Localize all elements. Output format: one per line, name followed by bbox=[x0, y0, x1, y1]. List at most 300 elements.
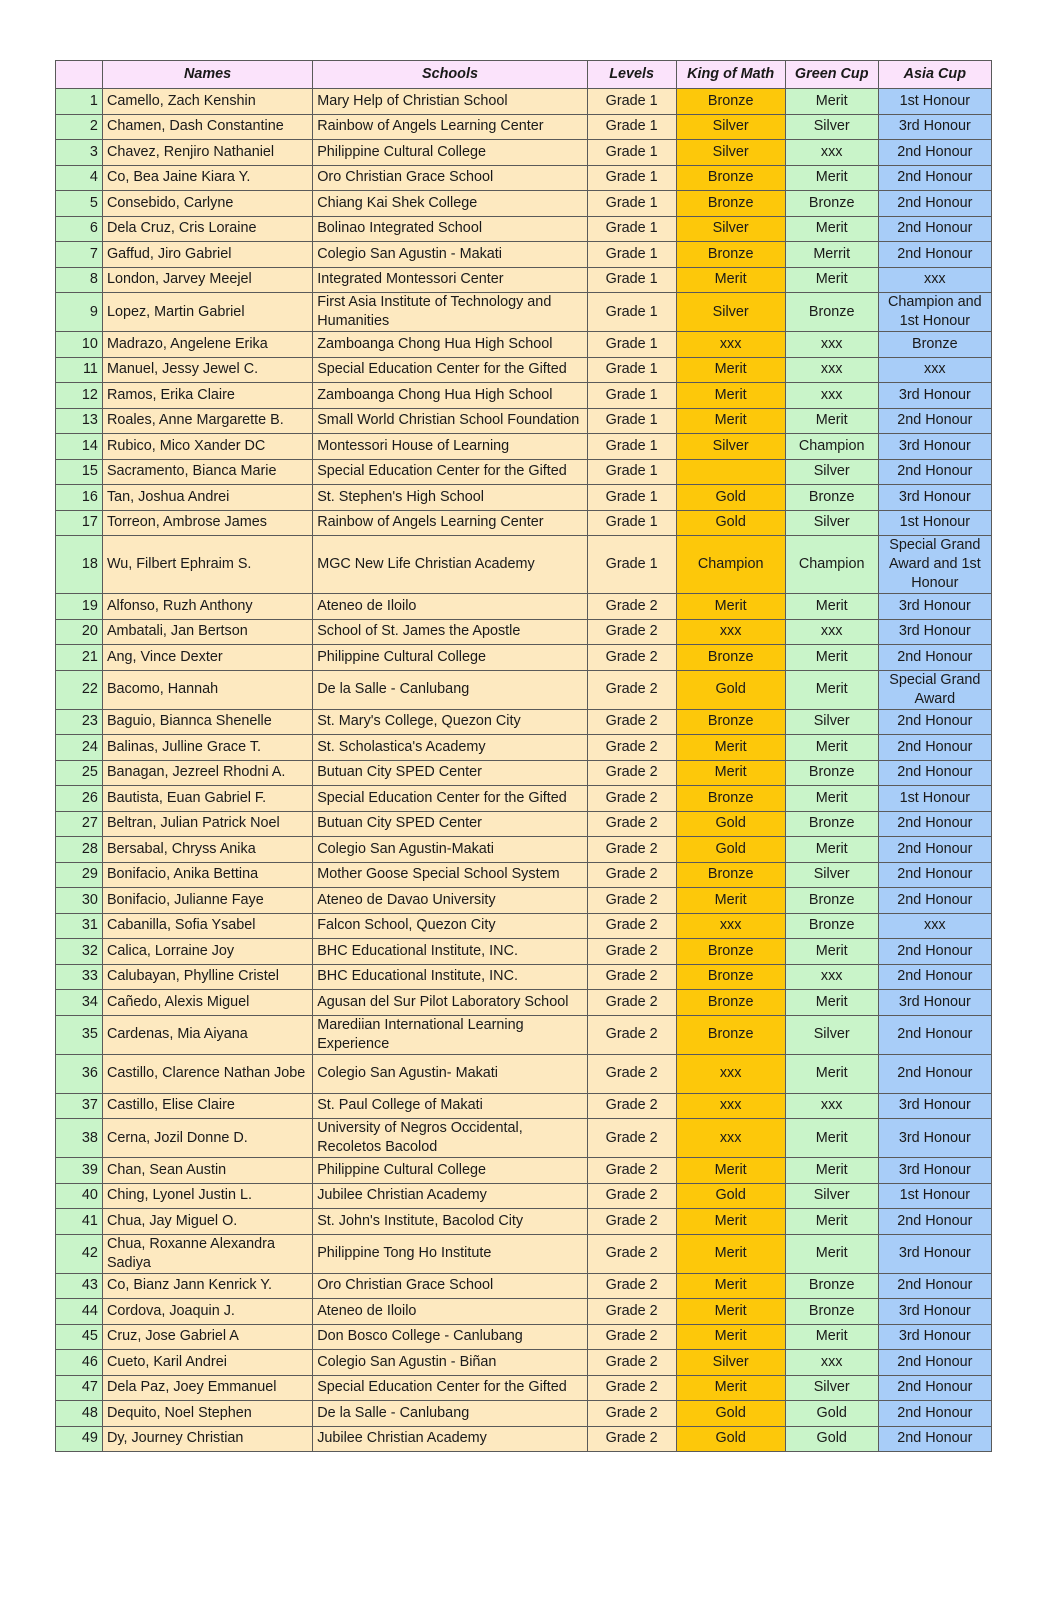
table-row bbox=[56, 1401, 992, 1427]
student-name: Cañedo, Alexis Miguel bbox=[102, 990, 312, 1016]
school-name: Colegio San Agustin- Makati bbox=[313, 1054, 588, 1093]
table-row bbox=[56, 293, 992, 332]
school-name: St. Paul College of Makati bbox=[313, 1093, 588, 1119]
school-name: MGC New Life Christian Academy bbox=[313, 536, 588, 594]
grade-level: Grade 1 bbox=[587, 242, 676, 268]
student-name: Camello, Zach Kenshin bbox=[102, 89, 312, 115]
king-of-math-award: xxx bbox=[676, 619, 785, 645]
school-name: Integrated Montessori Center bbox=[313, 267, 588, 293]
grade-level: Grade 2 bbox=[587, 1054, 676, 1093]
grade-level: Grade 2 bbox=[587, 709, 676, 735]
row-number: 16 bbox=[56, 485, 103, 511]
grade-level: Grade 2 bbox=[587, 1401, 676, 1427]
king-of-math-award: Merit bbox=[676, 594, 785, 620]
green-cup-award: Silver bbox=[785, 510, 878, 536]
king-of-math-award: Bronze bbox=[676, 89, 785, 115]
green-cup-award: Silver bbox=[785, 862, 878, 888]
king-of-math-award: xxx bbox=[676, 1119, 785, 1158]
school-name: Philippine Tong Ho Institute bbox=[313, 1234, 588, 1273]
grade-level: Grade 2 bbox=[587, 1015, 676, 1054]
asia-cup-award: 2nd Honour bbox=[878, 191, 991, 217]
grade-level: Grade 1 bbox=[587, 140, 676, 166]
table-row bbox=[56, 964, 992, 990]
green-cup-award: Merit bbox=[785, 645, 878, 671]
green-cup-award: Gold bbox=[785, 1401, 878, 1427]
row-number: 18 bbox=[56, 536, 103, 594]
row-number: 42 bbox=[56, 1234, 103, 1273]
school-name: St. Stephen's High School bbox=[313, 485, 588, 511]
green-cup-award: xxx bbox=[785, 332, 878, 358]
green-cup-award: Bronze bbox=[785, 293, 878, 332]
student-name: Tan, Joshua Andrei bbox=[102, 485, 312, 511]
grade-level: Grade 1 bbox=[587, 332, 676, 358]
king-of-math-award: Silver bbox=[676, 216, 785, 242]
asia-cup-award: 2nd Honour bbox=[878, 939, 991, 965]
asia-cup-award: 3rd Honour bbox=[878, 383, 991, 409]
school-name: Colegio San Agustin - Makati bbox=[313, 242, 588, 268]
table-row bbox=[56, 1054, 992, 1093]
table-row bbox=[56, 165, 992, 191]
asia-cup-award: 2nd Honour bbox=[878, 459, 991, 485]
king-of-math-award: xxx bbox=[676, 332, 785, 358]
asia-cup-award: 3rd Honour bbox=[878, 114, 991, 140]
table-row bbox=[56, 1158, 992, 1184]
student-name: Chua, Jay Miguel O. bbox=[102, 1209, 312, 1235]
school-name: St. Mary's College, Quezon City bbox=[313, 709, 588, 735]
student-name: Consebido, Carlyne bbox=[102, 191, 312, 217]
student-name: Chavez, Renjiro Nathaniel bbox=[102, 140, 312, 166]
king-of-math-award: Bronze bbox=[676, 165, 785, 191]
row-number: 17 bbox=[56, 510, 103, 536]
student-name: Banagan, Jezreel Rhodni A. bbox=[102, 760, 312, 786]
grade-level: Grade 2 bbox=[587, 1375, 676, 1401]
asia-cup-award: 2nd Honour bbox=[878, 1015, 991, 1054]
school-name: De la Salle - Canlubang bbox=[313, 1401, 588, 1427]
king-of-math-award: Merit bbox=[676, 1158, 785, 1184]
asia-cup-award: 2nd Honour bbox=[878, 1426, 991, 1452]
school-name: Falcon School, Quezon City bbox=[313, 913, 588, 939]
grade-level: Grade 2 bbox=[587, 670, 676, 709]
student-name: Co, Bianz Jann Kenrick Y. bbox=[102, 1273, 312, 1299]
grade-level: Grade 2 bbox=[587, 594, 676, 620]
student-name: Ambatali, Jan Bertson bbox=[102, 619, 312, 645]
student-name: Castillo, Elise Claire bbox=[102, 1093, 312, 1119]
row-number: 10 bbox=[56, 332, 103, 358]
school-name: Montessori House of Learning bbox=[313, 434, 588, 460]
row-number: 3 bbox=[56, 140, 103, 166]
green-cup-award: Bronze bbox=[785, 913, 878, 939]
student-name: Castillo, Clarence Nathan Jobe bbox=[102, 1054, 312, 1093]
king-of-math-award: Silver bbox=[676, 140, 785, 166]
grade-level: Grade 2 bbox=[587, 1093, 676, 1119]
green-cup-award: xxx bbox=[785, 619, 878, 645]
student-name: London, Jarvey Meejel bbox=[102, 267, 312, 293]
student-name: Ang, Vince Dexter bbox=[102, 645, 312, 671]
results-table bbox=[55, 60, 992, 1452]
king-of-math-award: Gold bbox=[676, 837, 785, 863]
table-row bbox=[56, 536, 992, 594]
school-name: BHC Educational Institute, INC. bbox=[313, 964, 588, 990]
school-name: De la Salle - Canlubang bbox=[313, 670, 588, 709]
school-name: Philippine Cultural College bbox=[313, 645, 588, 671]
grade-level: Grade 2 bbox=[587, 1158, 676, 1184]
asia-cup-award: 3rd Honour bbox=[878, 1324, 991, 1350]
header-asia-cup: Asia Cup bbox=[878, 61, 991, 89]
green-cup-award: Silver bbox=[785, 709, 878, 735]
asia-cup-award: Special Grand Award bbox=[878, 670, 991, 709]
row-number: 37 bbox=[56, 1093, 103, 1119]
king-of-math-award: Gold bbox=[676, 1183, 785, 1209]
row-number: 19 bbox=[56, 594, 103, 620]
student-name: Manuel, Jessy Jewel C. bbox=[102, 357, 312, 383]
header-row bbox=[56, 61, 992, 89]
green-cup-award: Merit bbox=[785, 1054, 878, 1093]
student-name: Balinas, Julline Grace T. bbox=[102, 735, 312, 761]
king-of-math-award: Bronze bbox=[676, 645, 785, 671]
king-of-math-award: Merit bbox=[676, 408, 785, 434]
school-name: Special Education Center for the Gifted bbox=[313, 357, 588, 383]
green-cup-award: Merit bbox=[785, 670, 878, 709]
asia-cup-award: 3rd Honour bbox=[878, 1234, 991, 1273]
table-row bbox=[56, 619, 992, 645]
table-row bbox=[56, 837, 992, 863]
green-cup-award: Champion bbox=[785, 536, 878, 594]
table-row bbox=[56, 216, 992, 242]
row-number: 14 bbox=[56, 434, 103, 460]
table-row bbox=[56, 760, 992, 786]
grade-level: Grade 1 bbox=[587, 114, 676, 140]
school-name: Ateneo de Iloilo bbox=[313, 594, 588, 620]
green-cup-award: Merit bbox=[785, 594, 878, 620]
school-name: Philippine Cultural College bbox=[313, 1158, 588, 1184]
table-row bbox=[56, 1209, 992, 1235]
student-name: Ching, Lyonel Justin L. bbox=[102, 1183, 312, 1209]
grade-level: Grade 2 bbox=[587, 862, 676, 888]
king-of-math-award: Gold bbox=[676, 485, 785, 511]
asia-cup-award: Champion and 1st Honour bbox=[878, 293, 991, 332]
green-cup-award: xxx bbox=[785, 964, 878, 990]
table-row bbox=[56, 332, 992, 358]
king-of-math-award: Gold bbox=[676, 811, 785, 837]
school-name: Colegio San Agustin - Biñan bbox=[313, 1350, 588, 1376]
header-schools: Schools bbox=[313, 61, 588, 89]
row-number: 38 bbox=[56, 1119, 103, 1158]
student-name: Bonifacio, Anika Bettina bbox=[102, 862, 312, 888]
asia-cup-award: 2nd Honour bbox=[878, 1209, 991, 1235]
king-of-math-award: Merit bbox=[676, 383, 785, 409]
table-row bbox=[56, 913, 992, 939]
king-of-math-award bbox=[676, 459, 785, 485]
grade-level: Grade 1 bbox=[587, 510, 676, 536]
asia-cup-award: Bronze bbox=[878, 332, 991, 358]
school-name: Special Education Center for the Gifted bbox=[313, 459, 588, 485]
king-of-math-award: Merit bbox=[676, 1234, 785, 1273]
row-number: 25 bbox=[56, 760, 103, 786]
row-number: 4 bbox=[56, 165, 103, 191]
table-row bbox=[56, 735, 992, 761]
table-row bbox=[56, 1183, 992, 1209]
grade-level: Grade 2 bbox=[587, 619, 676, 645]
table-row bbox=[56, 645, 992, 671]
row-number: 31 bbox=[56, 913, 103, 939]
row-number: 7 bbox=[56, 242, 103, 268]
green-cup-award: Gold bbox=[785, 1426, 878, 1452]
header-number bbox=[56, 61, 103, 89]
table-row bbox=[56, 140, 992, 166]
king-of-math-award: Silver bbox=[676, 114, 785, 140]
table-row bbox=[56, 939, 992, 965]
asia-cup-award: 2nd Honour bbox=[878, 709, 991, 735]
grade-level: Grade 2 bbox=[587, 1299, 676, 1325]
row-number: 28 bbox=[56, 837, 103, 863]
king-of-math-award: Bronze bbox=[676, 786, 785, 812]
green-cup-award: Silver bbox=[785, 459, 878, 485]
row-number: 21 bbox=[56, 645, 103, 671]
green-cup-award: Merit bbox=[785, 735, 878, 761]
grade-level: Grade 1 bbox=[587, 216, 676, 242]
student-name: Madrazo, Angelene Erika bbox=[102, 332, 312, 358]
table-body bbox=[56, 89, 992, 1452]
grade-level: Grade 1 bbox=[587, 267, 676, 293]
school-name: Special Education Center for the Gifted bbox=[313, 1375, 588, 1401]
table-row bbox=[56, 862, 992, 888]
asia-cup-award: 2nd Honour bbox=[878, 242, 991, 268]
grade-level: Grade 2 bbox=[587, 786, 676, 812]
king-of-math-award: Merit bbox=[676, 735, 785, 761]
table-row bbox=[56, 357, 992, 383]
king-of-math-award: xxx bbox=[676, 1093, 785, 1119]
school-name: Zamboanga Chong Hua High School bbox=[313, 332, 588, 358]
green-cup-award: Silver bbox=[785, 1375, 878, 1401]
asia-cup-award: 1st Honour bbox=[878, 510, 991, 536]
asia-cup-award: 1st Honour bbox=[878, 89, 991, 115]
row-number: 20 bbox=[56, 619, 103, 645]
green-cup-award: xxx bbox=[785, 140, 878, 166]
school-name: Ateneo de Iloilo bbox=[313, 1299, 588, 1325]
green-cup-award: Merit bbox=[785, 1324, 878, 1350]
king-of-math-award: Merit bbox=[676, 267, 785, 293]
school-name: Marediian International Learning Experience bbox=[313, 1015, 588, 1054]
student-name: Cordova, Joaquin J. bbox=[102, 1299, 312, 1325]
king-of-math-award: Merit bbox=[676, 1375, 785, 1401]
student-name: Cruz, Jose Gabriel A bbox=[102, 1324, 312, 1350]
asia-cup-award: 3rd Honour bbox=[878, 990, 991, 1016]
student-name: Chamen, Dash Constantine bbox=[102, 114, 312, 140]
table-row bbox=[56, 434, 992, 460]
asia-cup-award: 3rd Honour bbox=[878, 1158, 991, 1184]
school-name: First Asia Institute of Technology and Humanities bbox=[313, 293, 588, 332]
green-cup-award: Bronze bbox=[785, 888, 878, 914]
row-number: 2 bbox=[56, 114, 103, 140]
king-of-math-award: Silver bbox=[676, 293, 785, 332]
row-number: 27 bbox=[56, 811, 103, 837]
green-cup-award: Merit bbox=[785, 939, 878, 965]
table-row bbox=[56, 670, 992, 709]
asia-cup-award: 2nd Honour bbox=[878, 1054, 991, 1093]
king-of-math-award: Bronze bbox=[676, 964, 785, 990]
student-name: Cueto, Karil Andrei bbox=[102, 1350, 312, 1376]
king-of-math-award: xxx bbox=[676, 913, 785, 939]
green-cup-award: Merit bbox=[785, 837, 878, 863]
student-name: Roales, Anne Margarette B. bbox=[102, 408, 312, 434]
grade-level: Grade 1 bbox=[587, 357, 676, 383]
student-name: Rubico, Mico Xander DC bbox=[102, 434, 312, 460]
table-row bbox=[56, 383, 992, 409]
row-number: 48 bbox=[56, 1401, 103, 1427]
school-name: Mary Help of Christian School bbox=[313, 89, 588, 115]
king-of-math-award: Merit bbox=[676, 760, 785, 786]
school-name: Special Education Center for the Gifted bbox=[313, 786, 588, 812]
grade-level: Grade 2 bbox=[587, 1183, 676, 1209]
school-name: Butuan City SPED Center bbox=[313, 811, 588, 837]
row-number: 11 bbox=[56, 357, 103, 383]
green-cup-award: xxx bbox=[785, 1350, 878, 1376]
table-row bbox=[56, 408, 992, 434]
table-row bbox=[56, 888, 992, 914]
green-cup-award: Merit bbox=[785, 1209, 878, 1235]
king-of-math-award: Merit bbox=[676, 1209, 785, 1235]
school-name: Jubilee Christian Academy bbox=[313, 1183, 588, 1209]
king-of-math-award: Merit bbox=[676, 888, 785, 914]
row-number: 46 bbox=[56, 1350, 103, 1376]
student-name: Cabanilla, Sofia Ysabel bbox=[102, 913, 312, 939]
grade-level: Grade 1 bbox=[587, 191, 676, 217]
student-name: Calubayan, Phylline Cristel bbox=[102, 964, 312, 990]
school-name: Agusan del Sur Pilot Laboratory School bbox=[313, 990, 588, 1016]
school-name: Small World Christian School Foundation bbox=[313, 408, 588, 434]
asia-cup-award: 2nd Honour bbox=[878, 888, 991, 914]
asia-cup-award: Special Grand Award and 1st Honour bbox=[878, 536, 991, 594]
green-cup-award: Bronze bbox=[785, 760, 878, 786]
grade-level: Grade 2 bbox=[587, 760, 676, 786]
asia-cup-award: xxx bbox=[878, 913, 991, 939]
school-name: University of Negros Occidental, Recoletos Bacolod bbox=[313, 1119, 588, 1158]
asia-cup-award: 2nd Honour bbox=[878, 140, 991, 166]
table-row bbox=[56, 1299, 992, 1325]
student-name: Sacramento, Bianca Marie bbox=[102, 459, 312, 485]
king-of-math-award: Bronze bbox=[676, 709, 785, 735]
student-name: Dela Paz, Joey Emmanuel bbox=[102, 1375, 312, 1401]
grade-level: Grade 1 bbox=[587, 459, 676, 485]
grade-level: Grade 2 bbox=[587, 735, 676, 761]
grade-level: Grade 2 bbox=[587, 837, 676, 863]
student-name: Lopez, Martin Gabriel bbox=[102, 293, 312, 332]
row-number: 41 bbox=[56, 1209, 103, 1235]
king-of-math-award: Merit bbox=[676, 1324, 785, 1350]
asia-cup-award: 2nd Honour bbox=[878, 165, 991, 191]
green-cup-award: xxx bbox=[785, 1093, 878, 1119]
grade-level: Grade 2 bbox=[587, 990, 676, 1016]
table-row bbox=[56, 485, 992, 511]
green-cup-award: xxx bbox=[785, 357, 878, 383]
row-number: 43 bbox=[56, 1273, 103, 1299]
green-cup-award: Merrit bbox=[785, 242, 878, 268]
row-number: 22 bbox=[56, 670, 103, 709]
asia-cup-award: 2nd Honour bbox=[878, 964, 991, 990]
table-row bbox=[56, 89, 992, 115]
student-name: Co, Bea Jaine Kiara Y. bbox=[102, 165, 312, 191]
green-cup-award: Merit bbox=[785, 408, 878, 434]
asia-cup-award: xxx bbox=[878, 267, 991, 293]
king-of-math-award: Gold bbox=[676, 670, 785, 709]
green-cup-award: Merit bbox=[785, 267, 878, 293]
king-of-math-award: Gold bbox=[676, 510, 785, 536]
student-name: Torreon, Ambrose James bbox=[102, 510, 312, 536]
asia-cup-award: 2nd Honour bbox=[878, 1350, 991, 1376]
row-number: 5 bbox=[56, 191, 103, 217]
table-row bbox=[56, 1324, 992, 1350]
row-number: 9 bbox=[56, 293, 103, 332]
table-row bbox=[56, 594, 992, 620]
green-cup-award: Merit bbox=[785, 1119, 878, 1158]
row-number: 23 bbox=[56, 709, 103, 735]
king-of-math-award: Bronze bbox=[676, 1015, 785, 1054]
table-row bbox=[56, 267, 992, 293]
king-of-math-award: Merit bbox=[676, 357, 785, 383]
header-green-cup: Green Cup bbox=[785, 61, 878, 89]
school-name: School of St. James the Apostle bbox=[313, 619, 588, 645]
grade-level: Grade 1 bbox=[587, 434, 676, 460]
asia-cup-award: 3rd Honour bbox=[878, 594, 991, 620]
asia-cup-award: 2nd Honour bbox=[878, 1375, 991, 1401]
king-of-math-award: Bronze bbox=[676, 191, 785, 217]
school-name: Philippine Cultural College bbox=[313, 140, 588, 166]
row-number: 15 bbox=[56, 459, 103, 485]
asia-cup-award: 2nd Honour bbox=[878, 408, 991, 434]
table-row bbox=[56, 1273, 992, 1299]
grade-level: Grade 1 bbox=[587, 165, 676, 191]
grade-level: Grade 2 bbox=[587, 888, 676, 914]
row-number: 26 bbox=[56, 786, 103, 812]
king-of-math-award: Gold bbox=[676, 1401, 785, 1427]
table-row bbox=[56, 1119, 992, 1158]
school-name: Mother Goose Special School System bbox=[313, 862, 588, 888]
king-of-math-award: Bronze bbox=[676, 939, 785, 965]
green-cup-award: Silver bbox=[785, 1015, 878, 1054]
row-number: 30 bbox=[56, 888, 103, 914]
green-cup-award: Merit bbox=[785, 216, 878, 242]
row-number: 47 bbox=[56, 1375, 103, 1401]
row-number: 49 bbox=[56, 1426, 103, 1452]
king-of-math-award: Silver bbox=[676, 1350, 785, 1376]
header-king-of-math: King of Math bbox=[676, 61, 785, 89]
header-names: Names bbox=[102, 61, 312, 89]
school-name: Colegio San Agustin-Makati bbox=[313, 837, 588, 863]
student-name: Dy, Journey Christian bbox=[102, 1426, 312, 1452]
green-cup-award: Bronze bbox=[785, 1299, 878, 1325]
grade-level: Grade 2 bbox=[587, 811, 676, 837]
row-number: 36 bbox=[56, 1054, 103, 1093]
school-name: Butuan City SPED Center bbox=[313, 760, 588, 786]
grade-level: Grade 1 bbox=[587, 89, 676, 115]
asia-cup-award: 2nd Honour bbox=[878, 760, 991, 786]
king-of-math-award: Bronze bbox=[676, 862, 785, 888]
school-name: St. Scholastica's Academy bbox=[313, 735, 588, 761]
student-name: Chua, Roxanne Alexandra Sadiya bbox=[102, 1234, 312, 1273]
grade-level: Grade 2 bbox=[587, 1273, 676, 1299]
school-name: Jubilee Christian Academy bbox=[313, 1426, 588, 1452]
school-name: Oro Christian Grace School bbox=[313, 1273, 588, 1299]
student-name: Dequito, Noel Stephen bbox=[102, 1401, 312, 1427]
green-cup-award: Merit bbox=[785, 1234, 878, 1273]
row-number: 32 bbox=[56, 939, 103, 965]
grade-level: Grade 2 bbox=[587, 1209, 676, 1235]
table-row bbox=[56, 191, 992, 217]
table-row bbox=[56, 114, 992, 140]
school-name: Don Bosco College - Canlubang bbox=[313, 1324, 588, 1350]
school-name: St. John's Institute, Bacolod City bbox=[313, 1209, 588, 1235]
green-cup-award: xxx bbox=[785, 383, 878, 409]
